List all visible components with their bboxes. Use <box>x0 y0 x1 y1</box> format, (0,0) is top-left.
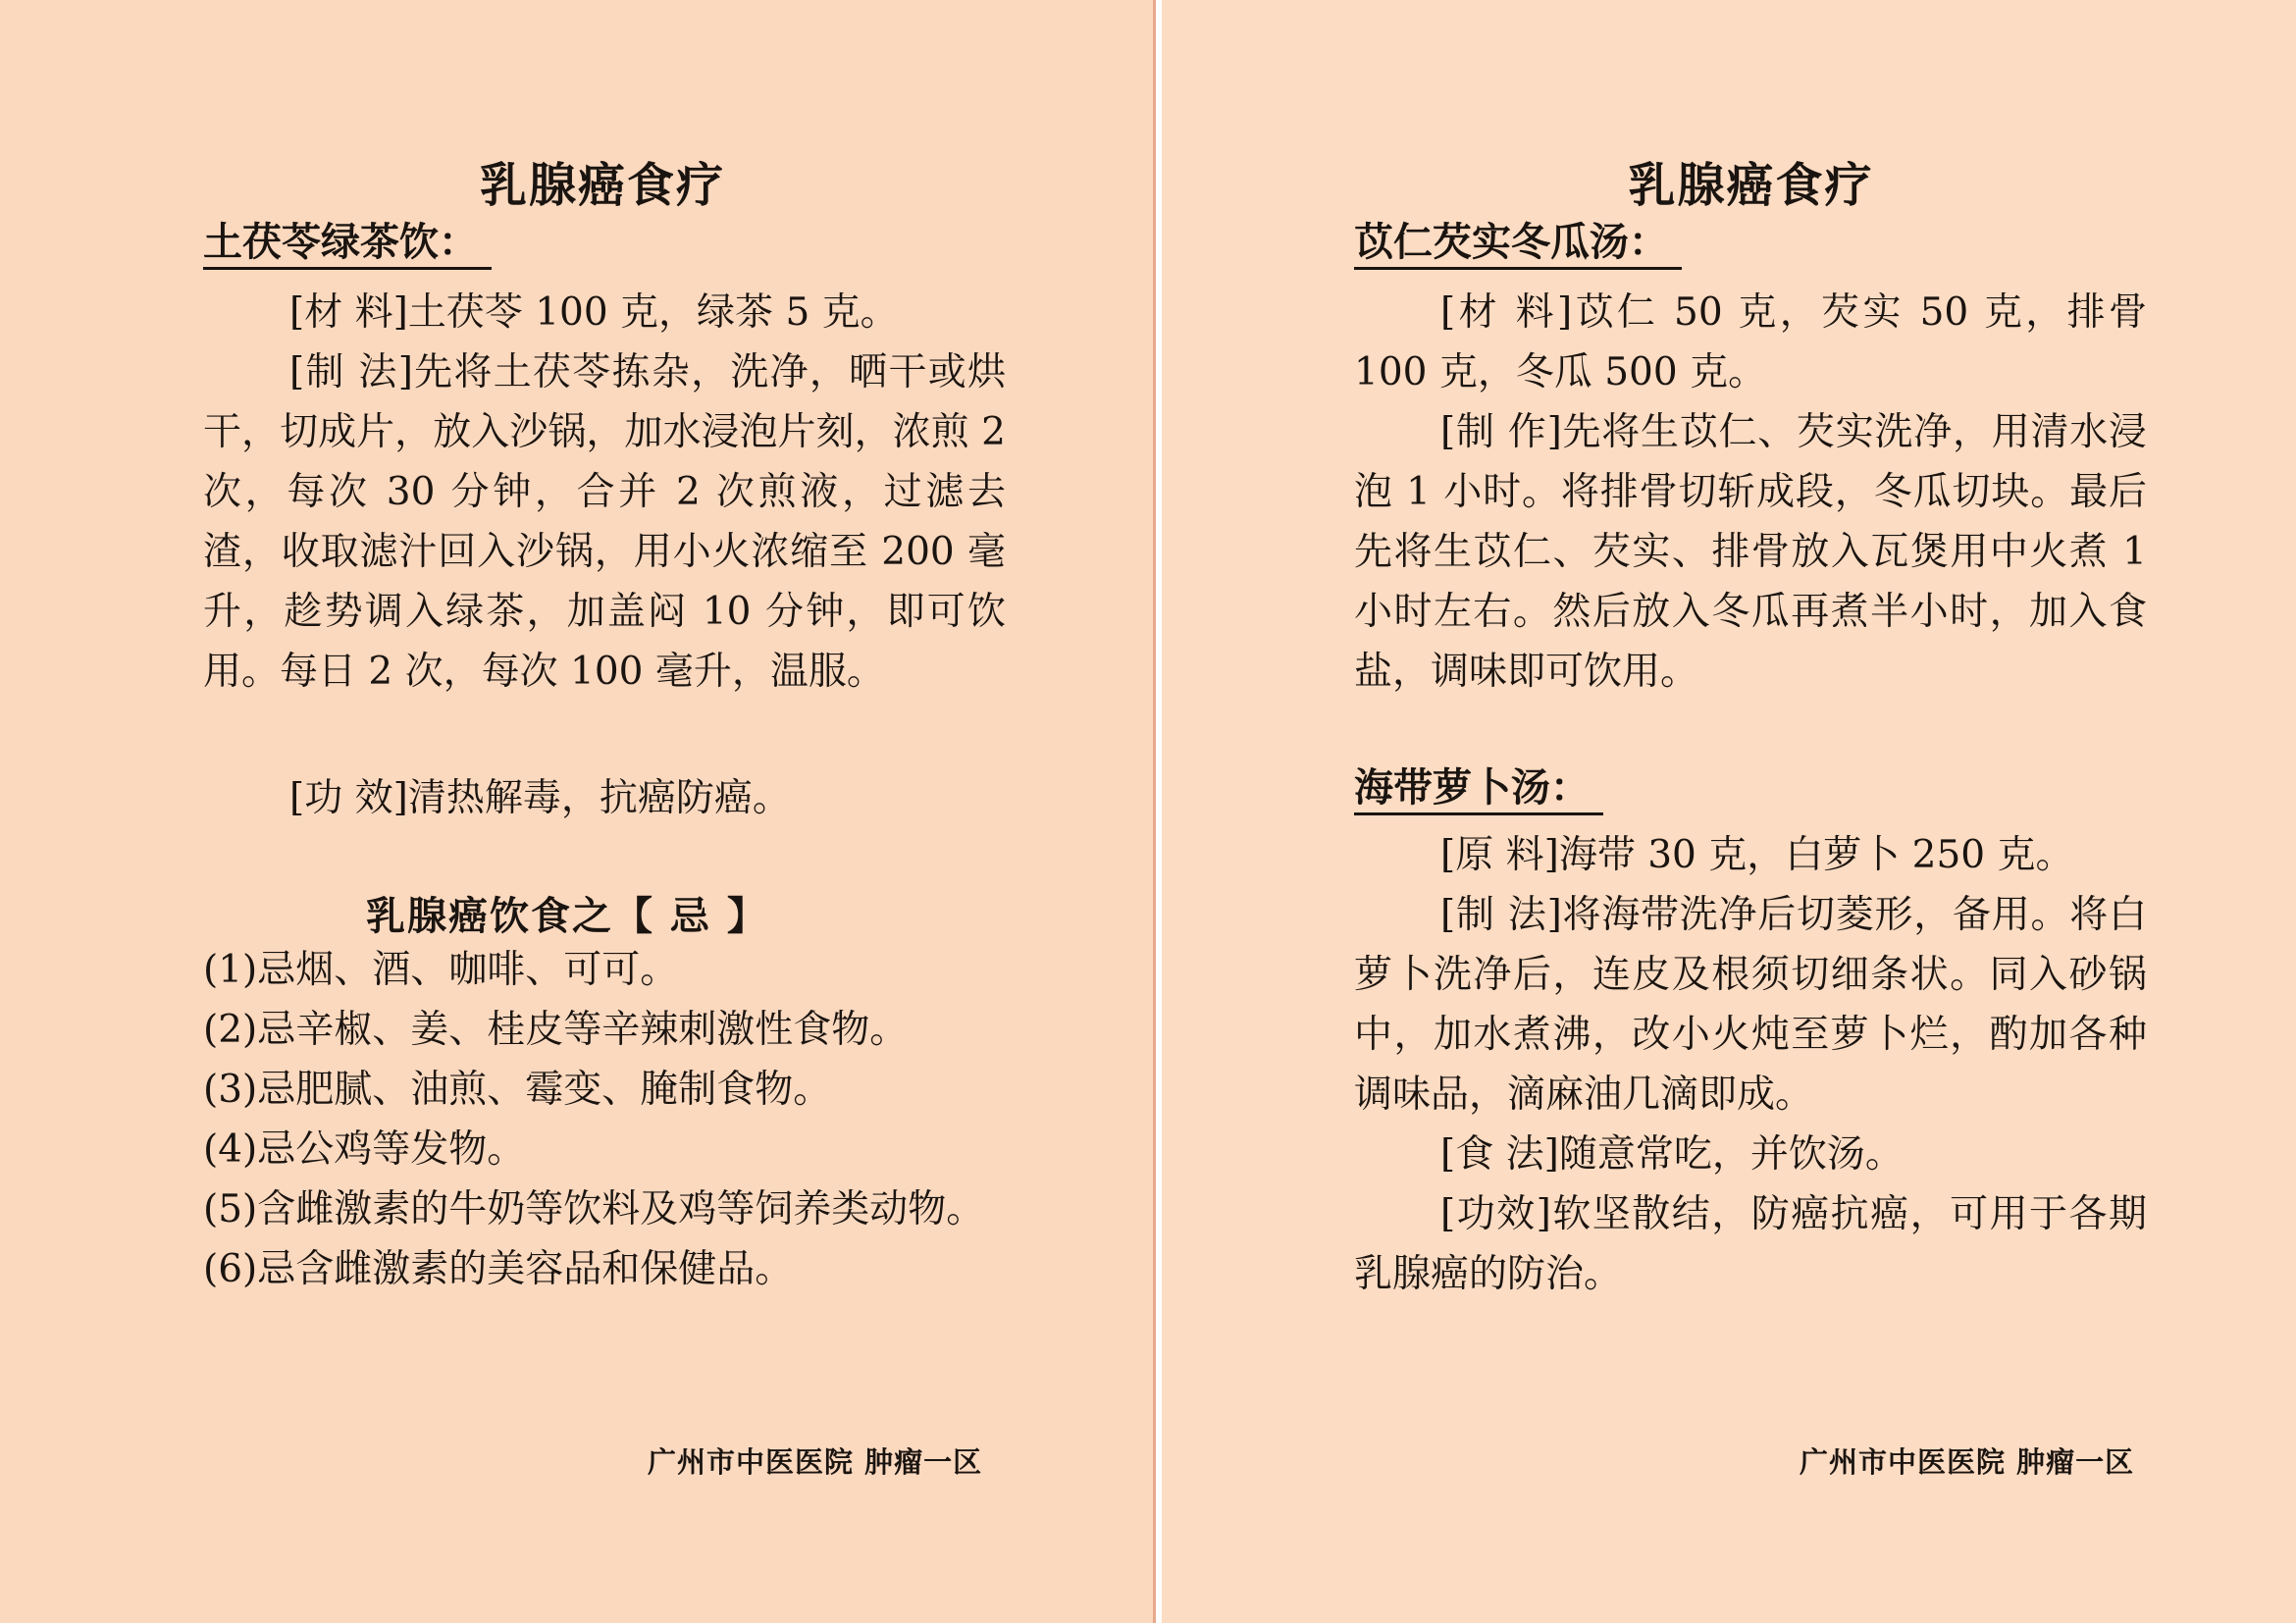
recipe-materials: [材 料]苡仁 50 克，芡实 50 克，排骨 100 克，冬瓜 500 克。 <box>1354 290 2147 394</box>
list-item: (5)含雌激素的牛奶等饮料及鸡等饲养类动物。 <box>203 1187 985 1231</box>
avoid-title: 乳腺癌饮食之【 忌 】 <box>366 893 768 939</box>
recipe-heading-yiren: 苡仁芡实冬瓜汤： <box>1354 218 1682 270</box>
right-page-title: 乳腺癌食疗 <box>1628 158 1874 213</box>
recipe-method: [制 法]先将土茯苓拣杂，洗净，晒干或烘干，切成片，放入沙锅，加水浸泡片刻，浓煎 2 次，每次 30 分钟，合并 2 次煎液，过滤去渣，收取滤汁回入沙锅，用小火浓缩至 200 毫升，趁势调入绿茶，加盖闷 10 分钟，即可饮用。每日 2 次，每次 100 毫升，温服。 <box>203 350 1006 694</box>
recipe-effect: [功 效]清热解毒，抗癌防癌。 <box>289 776 791 820</box>
list-item: (2)忌辛椒、姜、桂皮等辛辣刺激性食物。 <box>203 1008 909 1052</box>
right-page <box>1162 0 2296 1623</box>
list-item: (3)忌肥腻、油煎、霉变、腌制食物。 <box>203 1068 832 1112</box>
recipe-heading-tufuling: 土茯苓绿茶饮： <box>203 218 492 270</box>
right-footer: 广州市中医医院 肿瘤一区 <box>1800 1445 2135 1479</box>
left-footer: 广州市中医医院 肿瘤一区 <box>648 1445 983 1479</box>
list-item: (1)忌烟、酒、咖啡、可可。 <box>203 948 679 992</box>
recipe-method: [制 作]先将生苡仁、芡实洗净，用清水浸泡 1 小时。将排骨切斩成段，冬瓜切块。最后先将生苡仁、芡实、排骨放入瓦煲用中火煮 1 小时左右。然后放入冬瓜再煮半小时，加入食盐，调味即可饮用。 <box>1354 410 2147 694</box>
list-item: (4)忌公鸡等发物。 <box>203 1127 526 1172</box>
recipe-eating: [食 法]随意常吃，并饮汤。 <box>1440 1132 1904 1177</box>
recipe-heading-haidai: 海带萝卜汤： <box>1354 763 1603 815</box>
recipe-materials: [材 料]土茯苓 100 克，绿茶 5 克。 <box>289 290 899 335</box>
list-item: (6)忌含雌激素的美容品和保健品。 <box>203 1247 794 1291</box>
avoid-list <box>203 940 1018 1299</box>
recipe-effect: [功效]软坚散结，防癌抗癌，可用于各期乳腺癌的防治。 <box>1354 1192 2147 1296</box>
recipe-method: [制 法]将海带洗净后切菱形，备用。将白萝卜洗净后，连皮及根须切细条状。同入砂锅中，加水煮沸，改小火炖至萝卜烂，酌加各种调味品，滴麻油几滴即成。 <box>1354 893 2147 1117</box>
recipe-materials: [原 料]海带 30 克，白萝卜 250 克。 <box>1440 833 2074 877</box>
left-page-title: 乳腺癌食疗 <box>479 158 725 213</box>
